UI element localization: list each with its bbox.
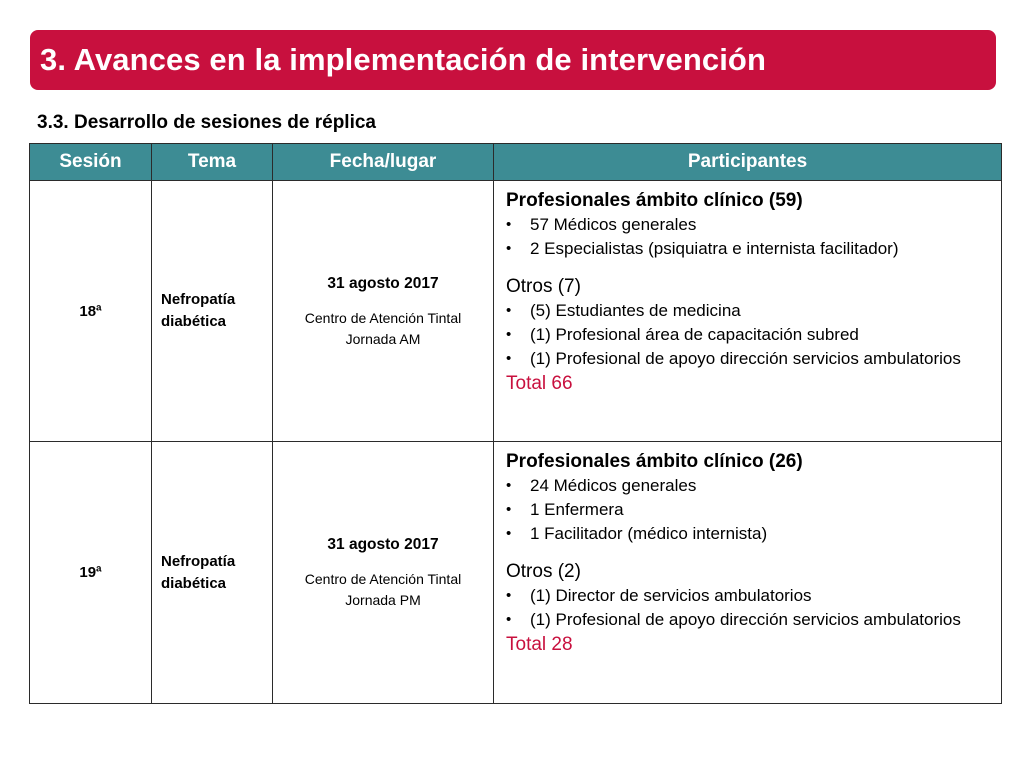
session-number: 19ª xyxy=(30,442,152,704)
list-item: • (5) Estudiantes de medicina xyxy=(506,299,991,323)
others-list xyxy=(506,299,991,371)
column-header-fecha-lugar: Fecha/lugar xyxy=(273,144,494,181)
list-item: • (1) Profesional de apoyo dirección servicios ambulatorios xyxy=(506,347,991,371)
session-shift: Jornada PM xyxy=(345,592,421,608)
list-item: • (1) Profesional de apoyo dirección servicios ambulatorios xyxy=(506,608,991,632)
column-header-tema: Tema xyxy=(152,144,273,181)
topic-line: diabética xyxy=(161,313,227,330)
others-group-title: Otros (2) xyxy=(506,561,581,582)
clinical-list xyxy=(506,474,991,546)
topic-line: Nefropatía xyxy=(161,291,236,308)
participants-cell xyxy=(494,181,1002,442)
table-row xyxy=(30,442,1002,704)
session-date-place xyxy=(273,181,494,442)
clinical-group-title: Profesionales ámbito clínico (26) xyxy=(506,451,803,472)
session-shift: Jornada AM xyxy=(345,330,421,347)
column-header-participantes: Participantes xyxy=(494,144,1002,181)
slide-title-bar xyxy=(30,30,996,90)
participants-total: Total 66 xyxy=(506,373,573,394)
others-list xyxy=(506,584,991,632)
participants-total: Total 28 xyxy=(506,634,573,655)
table-row xyxy=(30,181,1002,442)
list-item: • 1 Enfermera xyxy=(506,498,991,522)
list-item: • (1) Director de servicios ambulatorios xyxy=(506,584,991,608)
list-item: • 57 Médicos generales xyxy=(506,213,991,237)
clinical-list xyxy=(506,213,991,261)
participants-cell xyxy=(494,442,1002,704)
session-number: 18ª xyxy=(30,181,152,442)
topic-line: Nefropatía xyxy=(161,552,236,570)
topic-line: diabética xyxy=(161,574,227,592)
sessions-table xyxy=(29,143,1002,704)
session-place: Centro de Atención Tintal xyxy=(304,571,462,587)
list-item: • 24 Médicos generales xyxy=(506,474,991,498)
session-topic xyxy=(152,442,273,704)
clinical-group-title: Profesionales ámbito clínico (59) xyxy=(506,190,803,211)
list-item: • 1 Facilitador (médico internista) xyxy=(506,522,991,546)
list-item: • (1) Profesional área de capacitación subred xyxy=(506,323,991,347)
others-group-title: Otros (7) xyxy=(506,276,581,297)
slide-title: 3. Avances en la implementación de intervención xyxy=(40,42,766,77)
session-date: 31 agosto 2017 xyxy=(327,274,439,292)
session-date: 31 agosto 2017 xyxy=(327,536,439,553)
session-date-place xyxy=(273,442,494,704)
column-header-sesion: Sesión xyxy=(30,144,152,181)
section-subtitle: 3.3. Desarrollo de sesiones de réplica xyxy=(37,112,376,133)
list-item: • 2 Especialistas (psiquiatra e internista facilitador) xyxy=(506,237,991,261)
session-topic xyxy=(152,181,273,442)
table-header-row xyxy=(30,144,1002,181)
session-place: Centro de Atención Tintal xyxy=(304,309,462,326)
